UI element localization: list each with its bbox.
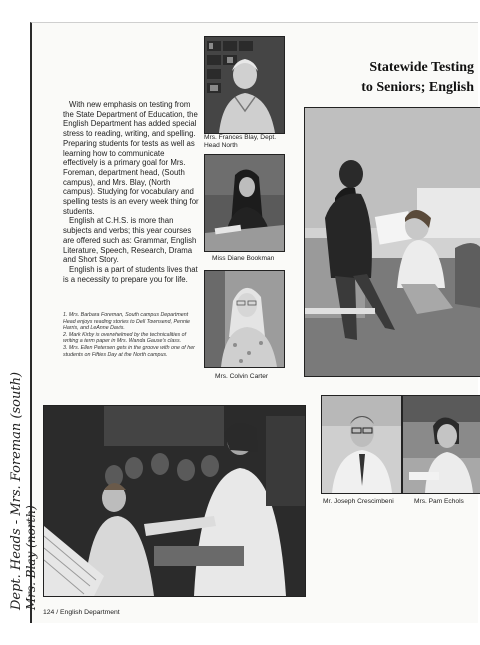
caption-crescimbeni: Mr. Joseph Crescimbeni <box>323 498 394 505</box>
article-paragraph: English is a part of students lives that is a necessity to prepare you for life. <box>63 264 198 284</box>
heading-line-1: Statewide Testing <box>369 60 474 75</box>
caption-echols: Mrs. Pam Echols <box>414 498 464 505</box>
bookman-photo <box>204 154 285 252</box>
handwritten-line-2: Mrs. Blay (north) <box>24 505 38 611</box>
page-folio: 124 / English Department <box>43 609 120 616</box>
caption-blay: Mrs. Frances Blay, Dept. Head North <box>204 134 277 149</box>
caption-bookman: Miss Diane Bookman <box>212 255 275 262</box>
photo-note: 3. Mrs. Ellen Petersen gets in the groove with one of her students on Fifties Day at the North campus. <box>63 344 195 358</box>
heading-line-2: to Seniors; English <box>361 80 474 95</box>
blay-photo <box>204 36 285 134</box>
handwritten-note-text <box>10 372 38 610</box>
handwritten-note <box>2 366 46 616</box>
photo-note: 1. Mrs. Barbara Foreman, South campus Department Head enjoys reading stories to Dell Townsend, Pennie Harris, and LeAnne Davis. <box>63 312 191 332</box>
photo-note: 2. Mark Kirby is overwhelmed by the technicalities of writing a term paper in Mrs. Wanda Gause's class. <box>63 331 187 345</box>
handwritten-line-1: Dept. Heads - Mrs. Foreman (south) <box>9 371 24 611</box>
students-class-photo <box>43 405 306 597</box>
article-body <box>63 100 201 284</box>
caption-carter: Mrs. Colvin Carter <box>215 373 269 380</box>
classroom-reading-photo <box>304 107 480 377</box>
article-paragraph: With new emphasis on testing from the State Department of Education, the English Department has added special stress to reading, writing, and spelling. Preparing students for tests as well as learning how to communicate effectively is a primary goal for Mrs. Foreman, department head, (South campus), and Mrs. Blay, (North campus). Studying for vocabulary and spelling tests is an every week thing for students. <box>63 100 199 216</box>
photo-notes <box>63 312 201 358</box>
page-heading <box>361 58 474 98</box>
crescimbeni-photo <box>321 395 402 494</box>
article-paragraph: English at C.H.S. is more than subjects and verbs; this year courses are offered such as: Grammar, English Literature, Speech, Research, Drama and Short Story. <box>63 216 197 265</box>
carter-photo <box>204 270 285 368</box>
echols-photo <box>402 395 480 494</box>
